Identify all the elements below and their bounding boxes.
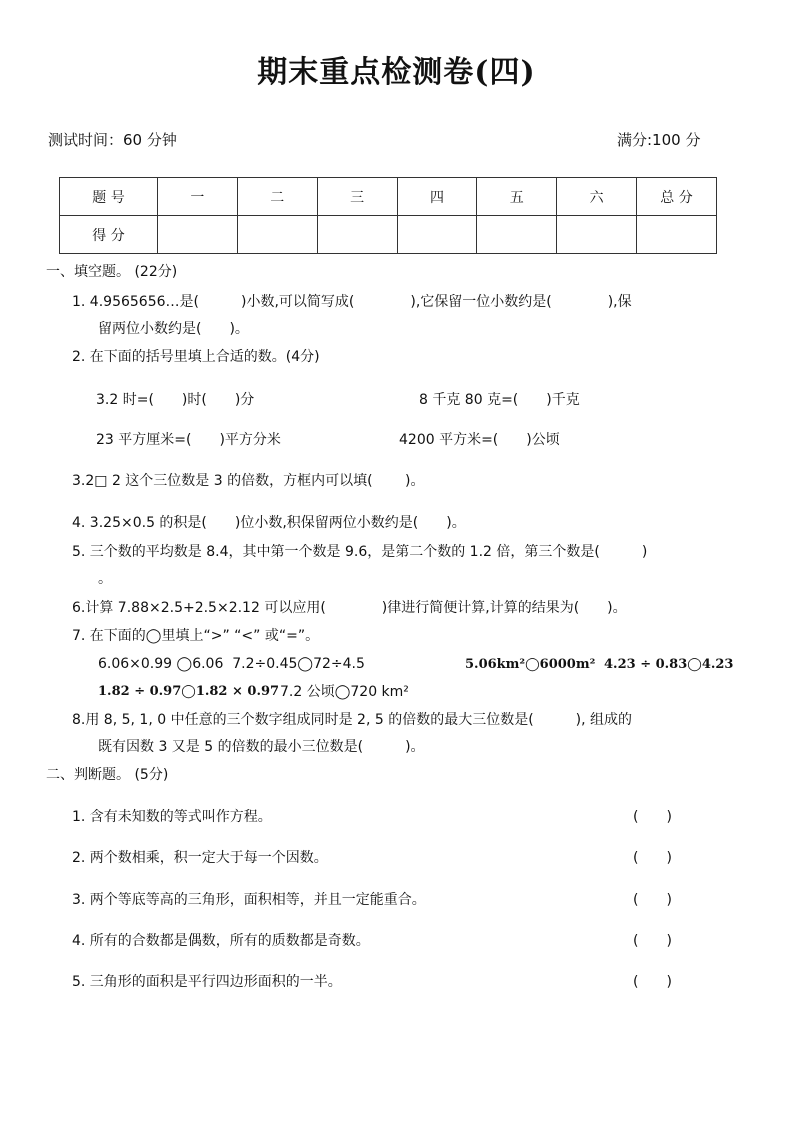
q5-line1: 5. 三个数的平均数是 8.4，其中第一个数是 9.6，是第二个数的 1.2 倍，第三个数是( ) bbox=[72, 544, 648, 560]
test-time: 测试时间：60 分钟 bbox=[48, 131, 177, 149]
q7-e: 7.2 公顷◯720 km² bbox=[280, 684, 409, 700]
judge-item-4: 4. 所有的合数都是偶数，所有的质数都是奇数。 bbox=[72, 933, 370, 949]
answer-bracket[interactable]: ( ) bbox=[633, 809, 672, 825]
answer-bracket[interactable]: ( ) bbox=[633, 850, 672, 866]
q3: 3.2□ 2 这个三位数是 3 的倍数，方框内可以填( )。 bbox=[72, 473, 425, 489]
score-cell[interactable] bbox=[158, 216, 238, 254]
q7-d: 1.82 ÷ 0.97◯1.82 × 0.97 bbox=[98, 684, 280, 699]
q7-a: 6.06×0.99 ◯6.06 7.2÷0.45◯72÷4.5 bbox=[98, 656, 365, 672]
answer-bracket[interactable]: ( ) bbox=[633, 892, 672, 908]
header-cell-total: 总 分 bbox=[637, 178, 717, 216]
header-cell-3: 三 bbox=[317, 178, 397, 216]
score-table bbox=[59, 177, 717, 254]
q2-d: 4200 平方米=( )公顷 bbox=[399, 432, 560, 448]
q2: 2. 在下面的括号里填上合适的数。(4分) bbox=[72, 349, 320, 365]
q8-line1: 8.用 8, 5, 1, 0 中任意的三个数字组成同时是 2, 5 的倍数的最大三位数是( ), 组成的 bbox=[72, 712, 633, 728]
score-cell[interactable] bbox=[637, 216, 717, 254]
q2-a: 3.2 时=( )时( )分 bbox=[96, 392, 255, 408]
q1-line2: 留两位小数约是( )。 bbox=[98, 321, 249, 337]
header-cell-1: 一 bbox=[158, 178, 238, 216]
judge-item-3: 3. 两个等底等高的三角形，面积相等，并且一定能重合。 bbox=[72, 892, 426, 908]
judge-item-1: 1. 含有未知数的等式叫作方程。 bbox=[72, 809, 272, 825]
score-cell[interactable] bbox=[397, 216, 477, 254]
score-table-score-row bbox=[60, 216, 717, 254]
header-cell-2: 二 bbox=[237, 178, 317, 216]
answer-bracket[interactable]: ( ) bbox=[633, 933, 672, 949]
score-cell[interactable] bbox=[557, 216, 637, 254]
q6: 6.计算 7.88×2.5+2.5×2.12 可以应用( )律进行简便计算,计算的结果为( )。 bbox=[72, 600, 627, 616]
score-row-label: 得 分 bbox=[60, 216, 158, 254]
q5-line2: 。 bbox=[98, 571, 112, 587]
q4: 4. 3.25×0.5 的积是( )位小数,积保留两位小数约是( )。 bbox=[72, 515, 466, 531]
section1-heading: 一、填空题。 (22分) bbox=[46, 264, 178, 280]
header-cell-4: 四 bbox=[397, 178, 477, 216]
score-cell[interactable] bbox=[237, 216, 317, 254]
q8-line2: 既有因数 3 又是 5 的倍数的最小三位数是( )。 bbox=[98, 739, 425, 755]
q2-c: 23 平方厘米=( )平方分米 bbox=[96, 432, 281, 448]
judge-item-2: 2. 两个数相乘，积一定大于每一个因数。 bbox=[72, 850, 328, 866]
answer-bracket[interactable]: ( ) bbox=[633, 974, 672, 990]
q1-line1: 1. 4.9565656…是( )小数,可以简写成( ),它保留一位小数约是( ),保 bbox=[72, 294, 632, 310]
judge-item-5: 5. 三角形的面积是平行四边形面积的一半。 bbox=[72, 974, 342, 990]
q7: 7. 在下面的◯里填上“>” “<” 或“=”。 bbox=[72, 628, 320, 644]
score-cell[interactable] bbox=[317, 216, 397, 254]
section2-heading: 二、判断题。 (5分) bbox=[46, 767, 169, 783]
score-cell[interactable] bbox=[477, 216, 557, 254]
full-score: 满分:100 分 bbox=[617, 131, 701, 149]
header-cell-5: 五 bbox=[477, 178, 557, 216]
header-cell-6: 六 bbox=[557, 178, 637, 216]
score-table-header-row bbox=[60, 178, 717, 216]
q2-b: 8 千克 80 克=( )千克 bbox=[419, 392, 580, 408]
q7-c: 4.23 ÷ 0.83◯4.23 bbox=[604, 657, 734, 672]
q7-b: 5.06km²◯6000m² bbox=[465, 657, 596, 672]
header-cell-label: 题 号 bbox=[60, 178, 158, 216]
page-title: 期末重点检测卷(四) bbox=[257, 55, 536, 90]
